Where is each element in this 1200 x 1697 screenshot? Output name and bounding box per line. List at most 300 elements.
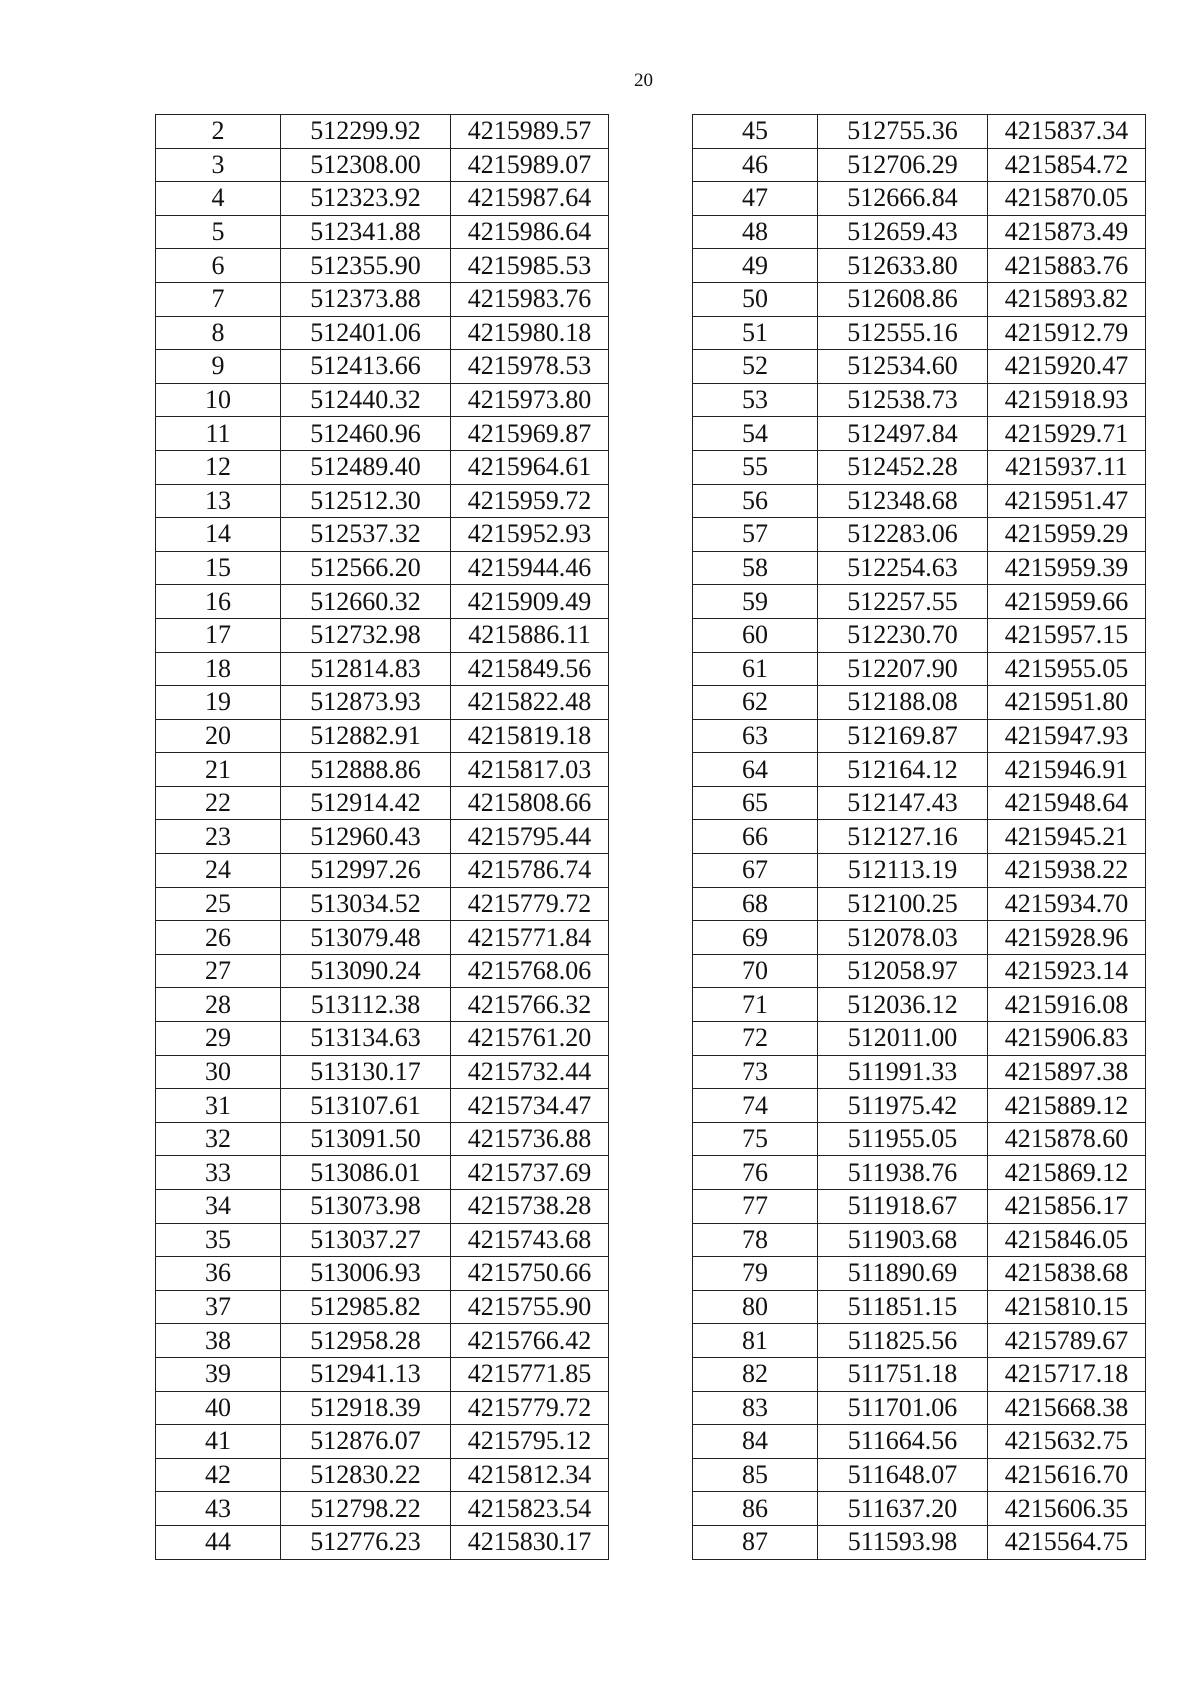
point-number-cell: 30 (156, 1055, 281, 1089)
table-row (693, 182, 1146, 216)
point-number-cell: 7 (156, 282, 281, 316)
x-coordinate-cell: 511903.68 (818, 1223, 988, 1257)
x-coordinate-cell: 512230.70 (818, 618, 988, 652)
point-number-cell: 80 (693, 1290, 818, 1324)
point-number-cell: 55 (693, 450, 818, 484)
y-coordinate-cell: 4215768.06 (451, 954, 609, 988)
table-row (693, 1223, 1146, 1257)
x-coordinate-cell: 512113.19 (818, 854, 988, 888)
y-coordinate-cell: 4215789.67 (988, 1324, 1146, 1358)
x-coordinate-cell: 511890.69 (818, 1257, 988, 1291)
table-row (156, 148, 609, 182)
table-row (693, 988, 1146, 1022)
table-row (693, 1055, 1146, 1089)
table-row (693, 1290, 1146, 1324)
table-row (156, 1458, 609, 1492)
x-coordinate-cell: 511637.20 (818, 1492, 988, 1526)
x-coordinate-cell: 512169.87 (818, 719, 988, 753)
point-number-cell: 59 (693, 585, 818, 619)
y-coordinate-cell: 4215808.66 (451, 786, 609, 820)
x-coordinate-cell: 513086.01 (281, 1156, 451, 1190)
point-number-cell: 81 (693, 1324, 818, 1358)
x-coordinate-cell: 512537.32 (281, 518, 451, 552)
table-row (693, 148, 1146, 182)
x-coordinate-cell: 511851.15 (818, 1290, 988, 1324)
table-row (693, 484, 1146, 518)
y-coordinate-cell: 4215986.64 (451, 215, 609, 249)
x-coordinate-cell: 512985.82 (281, 1290, 451, 1324)
y-coordinate-cell: 4215737.69 (451, 1156, 609, 1190)
x-coordinate-cell: 512489.40 (281, 450, 451, 484)
y-coordinate-cell: 4215987.64 (451, 182, 609, 216)
table-row (693, 1357, 1146, 1391)
y-coordinate-cell: 4215983.76 (451, 282, 609, 316)
x-coordinate-cell: 512164.12 (818, 753, 988, 787)
x-coordinate-cell: 513034.52 (281, 887, 451, 921)
x-coordinate-cell: 512355.90 (281, 249, 451, 283)
table-row (693, 1190, 1146, 1224)
x-coordinate-cell: 512660.32 (281, 585, 451, 619)
x-coordinate-cell: 512036.12 (818, 988, 988, 1022)
table-row (156, 686, 609, 720)
y-coordinate-cell: 4215918.93 (988, 383, 1146, 417)
table-row (693, 652, 1146, 686)
table-row (156, 215, 609, 249)
table-row (156, 820, 609, 854)
table-row (693, 1324, 1146, 1358)
table-row (156, 350, 609, 384)
y-coordinate-cell: 4215920.47 (988, 350, 1146, 384)
point-number-cell: 19 (156, 686, 281, 720)
table-row (156, 1122, 609, 1156)
table-row (156, 921, 609, 955)
x-coordinate-cell: 511664.56 (818, 1425, 988, 1459)
y-coordinate-cell: 4215928.96 (988, 921, 1146, 955)
point-number-cell: 61 (693, 652, 818, 686)
point-number-cell: 20 (156, 719, 281, 753)
point-number-cell: 44 (156, 1525, 281, 1559)
x-coordinate-cell: 511701.06 (818, 1391, 988, 1425)
point-number-cell: 18 (156, 652, 281, 686)
x-coordinate-cell: 513037.27 (281, 1223, 451, 1257)
table-row (156, 618, 609, 652)
table-row (156, 417, 609, 451)
point-number-cell: 68 (693, 887, 818, 921)
page-number: 20 (634, 70, 653, 91)
x-coordinate-cell: 512440.32 (281, 383, 451, 417)
x-coordinate-cell: 511938.76 (818, 1156, 988, 1190)
y-coordinate-cell: 4215822.48 (451, 686, 609, 720)
y-coordinate-cell: 4215985.53 (451, 249, 609, 283)
table-row (156, 383, 609, 417)
table-row (693, 753, 1146, 787)
table-row (693, 249, 1146, 283)
point-number-cell: 12 (156, 450, 281, 484)
y-coordinate-cell: 4215837.34 (988, 115, 1146, 149)
x-coordinate-cell: 512918.39 (281, 1391, 451, 1425)
table-row (693, 1156, 1146, 1190)
x-coordinate-cell: 512960.43 (281, 820, 451, 854)
table-row (693, 1257, 1146, 1291)
point-number-cell: 42 (156, 1458, 281, 1492)
point-number-cell: 83 (693, 1391, 818, 1425)
x-coordinate-cell: 512348.68 (818, 484, 988, 518)
x-coordinate-cell: 512188.08 (818, 686, 988, 720)
table-row (156, 988, 609, 1022)
table-row (156, 182, 609, 216)
table-row (693, 954, 1146, 988)
y-coordinate-cell: 4215951.47 (988, 484, 1146, 518)
table-row (693, 282, 1146, 316)
y-coordinate-cell: 4215779.72 (451, 887, 609, 921)
point-number-cell: 11 (156, 417, 281, 451)
table-row (693, 350, 1146, 384)
point-number-cell: 64 (693, 753, 818, 787)
point-number-cell: 62 (693, 686, 818, 720)
point-number-cell: 43 (156, 1492, 281, 1526)
y-coordinate-cell: 4215959.29 (988, 518, 1146, 552)
point-number-cell: 41 (156, 1425, 281, 1459)
point-number-cell: 84 (693, 1425, 818, 1459)
x-coordinate-cell: 512706.29 (818, 148, 988, 182)
table-row (693, 618, 1146, 652)
y-coordinate-cell: 4215964.61 (451, 450, 609, 484)
x-coordinate-cell: 512732.98 (281, 618, 451, 652)
point-number-cell: 28 (156, 988, 281, 1022)
y-coordinate-cell: 4215969.87 (451, 417, 609, 451)
x-coordinate-cell: 512497.84 (818, 417, 988, 451)
y-coordinate-cell: 4215980.18 (451, 316, 609, 350)
table-row (156, 854, 609, 888)
point-number-cell: 51 (693, 316, 818, 350)
x-coordinate-cell: 512566.20 (281, 551, 451, 585)
x-coordinate-cell: 511751.18 (818, 1357, 988, 1391)
point-number-cell: 38 (156, 1324, 281, 1358)
point-number-cell: 36 (156, 1257, 281, 1291)
y-coordinate-cell: 4215755.90 (451, 1290, 609, 1324)
table-row (156, 282, 609, 316)
point-number-cell: 86 (693, 1492, 818, 1526)
point-number-cell: 78 (693, 1223, 818, 1257)
point-number-cell: 70 (693, 954, 818, 988)
x-coordinate-cell: 512659.43 (818, 215, 988, 249)
x-coordinate-cell: 512512.30 (281, 484, 451, 518)
y-coordinate-cell: 4215606.35 (988, 1492, 1146, 1526)
table-row (693, 585, 1146, 619)
table-row (156, 249, 609, 283)
x-coordinate-cell: 512373.88 (281, 282, 451, 316)
x-coordinate-cell: 512633.80 (818, 249, 988, 283)
point-number-cell: 85 (693, 1458, 818, 1492)
x-coordinate-cell: 512127.16 (818, 820, 988, 854)
table-row (693, 1425, 1146, 1459)
table-row (693, 921, 1146, 955)
y-coordinate-cell: 4215897.38 (988, 1055, 1146, 1089)
x-coordinate-cell: 512555.16 (818, 316, 988, 350)
y-coordinate-cell: 4215873.49 (988, 215, 1146, 249)
point-number-cell: 33 (156, 1156, 281, 1190)
y-coordinate-cell: 4215838.68 (988, 1257, 1146, 1291)
x-coordinate-cell: 512873.93 (281, 686, 451, 720)
y-coordinate-cell: 4215869.12 (988, 1156, 1146, 1190)
table-row (693, 820, 1146, 854)
y-coordinate-cell: 4215849.56 (451, 652, 609, 686)
table-row (156, 1089, 609, 1123)
table-row (156, 1257, 609, 1291)
x-coordinate-cell: 512308.00 (281, 148, 451, 182)
table-row (156, 484, 609, 518)
point-number-cell: 32 (156, 1122, 281, 1156)
y-coordinate-cell: 4215734.47 (451, 1089, 609, 1123)
table-row (693, 316, 1146, 350)
x-coordinate-cell: 512666.84 (818, 182, 988, 216)
point-number-cell: 39 (156, 1357, 281, 1391)
x-coordinate-cell: 512882.91 (281, 719, 451, 753)
x-coordinate-cell: 512078.03 (818, 921, 988, 955)
coordinates-table-left (155, 114, 609, 1560)
table-row (693, 518, 1146, 552)
point-number-cell: 53 (693, 383, 818, 417)
y-coordinate-cell: 4215886.11 (451, 618, 609, 652)
x-coordinate-cell: 513091.50 (281, 1122, 451, 1156)
table-row (156, 753, 609, 787)
point-number-cell: 47 (693, 182, 818, 216)
table-row (693, 1089, 1146, 1123)
table-row (156, 551, 609, 585)
y-coordinate-cell: 4215786.74 (451, 854, 609, 888)
table-row (693, 1525, 1146, 1559)
table-row (156, 1425, 609, 1459)
y-coordinate-cell: 4215795.12 (451, 1425, 609, 1459)
x-coordinate-cell: 512798.22 (281, 1492, 451, 1526)
x-coordinate-cell: 512100.25 (818, 887, 988, 921)
point-number-cell: 34 (156, 1190, 281, 1224)
x-coordinate-cell: 512323.92 (281, 182, 451, 216)
table-row (156, 1525, 609, 1559)
point-number-cell: 74 (693, 1089, 818, 1123)
point-number-cell: 60 (693, 618, 818, 652)
y-coordinate-cell: 4215616.70 (988, 1458, 1146, 1492)
x-coordinate-cell: 512814.83 (281, 652, 451, 686)
table-row (156, 1190, 609, 1224)
x-coordinate-cell: 511991.33 (818, 1055, 988, 1089)
y-coordinate-cell: 4215846.05 (988, 1223, 1146, 1257)
table-row (693, 786, 1146, 820)
point-number-cell: 56 (693, 484, 818, 518)
table-row (156, 1022, 609, 1056)
x-coordinate-cell: 512958.28 (281, 1324, 451, 1358)
y-coordinate-cell: 4215889.12 (988, 1089, 1146, 1123)
y-coordinate-cell: 4215946.91 (988, 753, 1146, 787)
point-number-cell: 79 (693, 1257, 818, 1291)
table-row (156, 1391, 609, 1425)
x-coordinate-cell: 513006.93 (281, 1257, 451, 1291)
y-coordinate-cell: 4215989.57 (451, 115, 609, 149)
point-number-cell: 46 (693, 148, 818, 182)
point-number-cell: 52 (693, 350, 818, 384)
x-coordinate-cell: 513079.48 (281, 921, 451, 955)
x-coordinate-cell: 512452.28 (818, 450, 988, 484)
table-row (693, 1458, 1146, 1492)
y-coordinate-cell: 4215819.18 (451, 719, 609, 753)
table-row (693, 686, 1146, 720)
x-coordinate-cell: 512283.06 (818, 518, 988, 552)
point-number-cell: 26 (156, 921, 281, 955)
y-coordinate-cell: 4215916.08 (988, 988, 1146, 1022)
x-coordinate-cell: 512830.22 (281, 1458, 451, 1492)
point-number-cell: 63 (693, 719, 818, 753)
point-number-cell: 22 (156, 786, 281, 820)
table-row (693, 1492, 1146, 1526)
y-coordinate-cell: 4215957.15 (988, 618, 1146, 652)
point-number-cell: 14 (156, 518, 281, 552)
x-coordinate-cell: 512257.55 (818, 585, 988, 619)
table-row (693, 383, 1146, 417)
y-coordinate-cell: 4215947.93 (988, 719, 1146, 753)
y-coordinate-cell: 4215906.83 (988, 1022, 1146, 1056)
point-number-cell: 29 (156, 1022, 281, 1056)
point-number-cell: 76 (693, 1156, 818, 1190)
point-number-cell: 24 (156, 854, 281, 888)
x-coordinate-cell: 512538.73 (818, 383, 988, 417)
y-coordinate-cell: 4215938.22 (988, 854, 1146, 888)
point-number-cell: 69 (693, 921, 818, 955)
table-row (156, 1223, 609, 1257)
y-coordinate-cell: 4215878.60 (988, 1122, 1146, 1156)
x-coordinate-cell: 511593.98 (818, 1525, 988, 1559)
x-coordinate-cell: 513130.17 (281, 1055, 451, 1089)
table-row (693, 551, 1146, 585)
y-coordinate-cell: 4215771.84 (451, 921, 609, 955)
point-number-cell: 66 (693, 820, 818, 854)
x-coordinate-cell: 511825.56 (818, 1324, 988, 1358)
point-number-cell: 67 (693, 854, 818, 888)
y-coordinate-cell: 4215909.49 (451, 585, 609, 619)
y-coordinate-cell: 4215973.80 (451, 383, 609, 417)
point-number-cell: 13 (156, 484, 281, 518)
table-row (156, 786, 609, 820)
x-coordinate-cell: 513090.24 (281, 954, 451, 988)
y-coordinate-cell: 4215870.05 (988, 182, 1146, 216)
y-coordinate-cell: 4215945.21 (988, 820, 1146, 854)
x-coordinate-cell: 512776.23 (281, 1525, 451, 1559)
coordinates-table-left-body (156, 115, 609, 1560)
point-number-cell: 2 (156, 115, 281, 149)
y-coordinate-cell: 4215959.39 (988, 551, 1146, 585)
y-coordinate-cell: 4215951.80 (988, 686, 1146, 720)
table-row (156, 1492, 609, 1526)
table-row (156, 316, 609, 350)
point-number-cell: 4 (156, 182, 281, 216)
table-row (156, 954, 609, 988)
x-coordinate-cell: 512914.42 (281, 786, 451, 820)
y-coordinate-cell: 4215668.38 (988, 1391, 1146, 1425)
y-coordinate-cell: 4215736.88 (451, 1122, 609, 1156)
y-coordinate-cell: 4215632.75 (988, 1425, 1146, 1459)
point-number-cell: 5 (156, 215, 281, 249)
point-number-cell: 45 (693, 115, 818, 149)
y-coordinate-cell: 4215978.53 (451, 350, 609, 384)
table-row (693, 1391, 1146, 1425)
x-coordinate-cell: 512997.26 (281, 854, 451, 888)
x-coordinate-cell: 511648.07 (818, 1458, 988, 1492)
table-row (156, 585, 609, 619)
y-coordinate-cell: 4215952.93 (451, 518, 609, 552)
y-coordinate-cell: 4215955.05 (988, 652, 1146, 686)
table-row (693, 115, 1146, 149)
point-number-cell: 87 (693, 1525, 818, 1559)
x-coordinate-cell: 512888.86 (281, 753, 451, 787)
x-coordinate-cell: 511975.42 (818, 1089, 988, 1123)
y-coordinate-cell: 4215929.71 (988, 417, 1146, 451)
point-number-cell: 54 (693, 417, 818, 451)
x-coordinate-cell: 512401.06 (281, 316, 451, 350)
y-coordinate-cell: 4215937.11 (988, 450, 1146, 484)
table-row (156, 719, 609, 753)
table-row (156, 1324, 609, 1358)
coordinates-table-right-body (693, 115, 1146, 1560)
point-number-cell: 40 (156, 1391, 281, 1425)
table-row (156, 115, 609, 149)
point-number-cell: 71 (693, 988, 818, 1022)
x-coordinate-cell: 512058.97 (818, 954, 988, 988)
x-coordinate-cell: 513112.38 (281, 988, 451, 1022)
point-number-cell: 58 (693, 551, 818, 585)
point-number-cell: 57 (693, 518, 818, 552)
y-coordinate-cell: 4215989.07 (451, 148, 609, 182)
point-number-cell: 17 (156, 618, 281, 652)
y-coordinate-cell: 4215823.54 (451, 1492, 609, 1526)
x-coordinate-cell: 512011.00 (818, 1022, 988, 1056)
x-coordinate-cell: 512755.36 (818, 115, 988, 149)
point-number-cell: 48 (693, 215, 818, 249)
point-number-cell: 77 (693, 1190, 818, 1224)
x-coordinate-cell: 512876.07 (281, 1425, 451, 1459)
y-coordinate-cell: 4215948.64 (988, 786, 1146, 820)
point-number-cell: 25 (156, 887, 281, 921)
y-coordinate-cell: 4215766.32 (451, 988, 609, 1022)
x-coordinate-cell: 512413.66 (281, 350, 451, 384)
table-row (693, 215, 1146, 249)
y-coordinate-cell: 4215810.15 (988, 1290, 1146, 1324)
x-coordinate-cell: 512460.96 (281, 417, 451, 451)
y-coordinate-cell: 4215830.17 (451, 1525, 609, 1559)
y-coordinate-cell: 4215854.72 (988, 148, 1146, 182)
y-coordinate-cell: 4215817.03 (451, 753, 609, 787)
x-coordinate-cell: 513073.98 (281, 1190, 451, 1224)
table-row (156, 450, 609, 484)
table-row (693, 854, 1146, 888)
point-number-cell: 23 (156, 820, 281, 854)
point-number-cell: 31 (156, 1089, 281, 1123)
x-coordinate-cell: 512299.92 (281, 115, 451, 149)
x-coordinate-cell: 512207.90 (818, 652, 988, 686)
y-coordinate-cell: 4215944.46 (451, 551, 609, 585)
point-number-cell: 73 (693, 1055, 818, 1089)
x-coordinate-cell: 512147.43 (818, 786, 988, 820)
y-coordinate-cell: 4215761.20 (451, 1022, 609, 1056)
coordinates-table-right (692, 114, 1146, 1560)
point-number-cell: 37 (156, 1290, 281, 1324)
table-row (156, 652, 609, 686)
y-coordinate-cell: 4215912.79 (988, 316, 1146, 350)
y-coordinate-cell: 4215771.85 (451, 1357, 609, 1391)
point-number-cell: 8 (156, 316, 281, 350)
point-number-cell: 75 (693, 1122, 818, 1156)
table-row (156, 1357, 609, 1391)
y-coordinate-cell: 4215959.72 (451, 484, 609, 518)
y-coordinate-cell: 4215893.82 (988, 282, 1146, 316)
